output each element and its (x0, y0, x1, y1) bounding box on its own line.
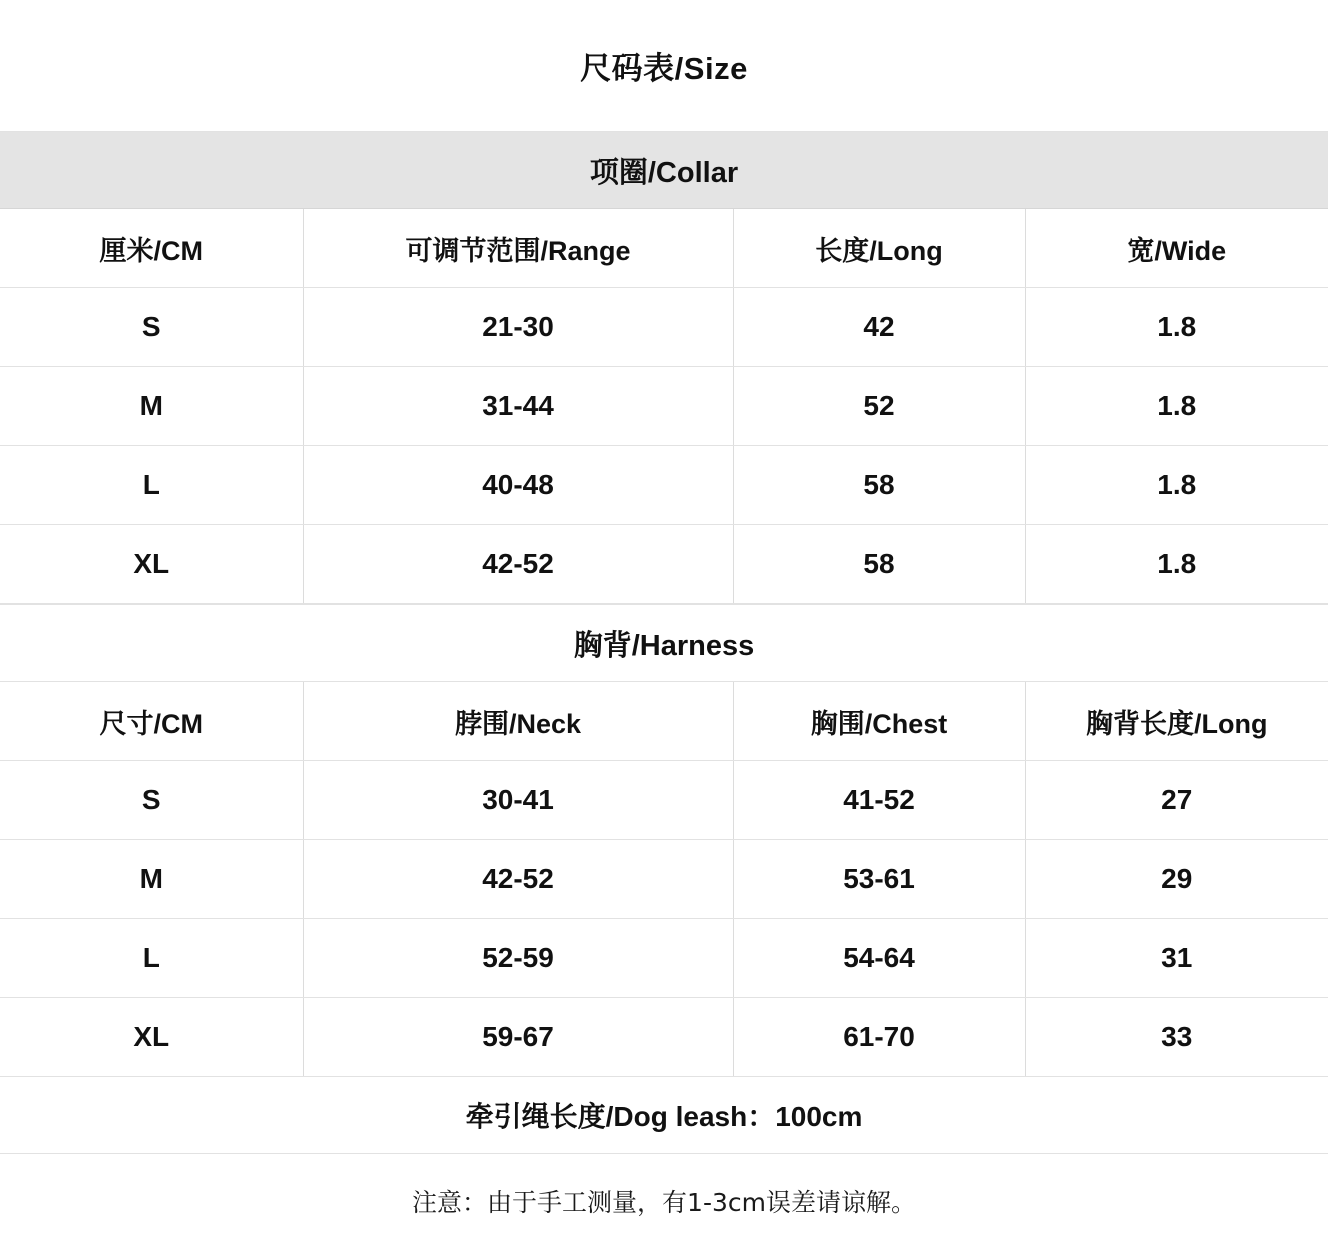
harness-row-s-size: S (0, 761, 303, 840)
section-title-harness: 胸背/Harness (573, 629, 755, 662)
harness-header-long: 胸背长度/Long (1025, 682, 1328, 761)
collar-header-wide: 宽/Wide (1025, 209, 1328, 288)
harness-row-m-long: 29 (1025, 840, 1328, 919)
collar-header-long: 长度/Long (733, 209, 1025, 288)
collar-row-xl-size: XL (0, 525, 303, 604)
harness-row-s-chest: 41-52 (733, 761, 1025, 840)
harness-row-l-size: L (0, 919, 303, 998)
harness-row-m-chest: 53-61 (733, 840, 1025, 919)
collar-row-m-long: 52 (733, 367, 1025, 446)
table-row (0, 446, 1328, 525)
collar-row-s-long: 42 (733, 288, 1025, 367)
section-title-collar: 项圈/Collar (589, 156, 739, 189)
harness-row-s-long: 27 (1025, 761, 1328, 840)
chart-title-row (0, 0, 1328, 132)
table-row (0, 367, 1328, 446)
table-row (0, 761, 1328, 840)
collar-row-xl-wide: 1.8 (1025, 525, 1328, 604)
collar-row-m-range: 31-44 (303, 367, 733, 446)
collar-row-m-wide: 1.8 (1025, 367, 1328, 446)
table-row (0, 840, 1328, 919)
table-row (0, 288, 1328, 367)
harness-table (0, 682, 1328, 1077)
collar-row-l-range: 40-48 (303, 446, 733, 525)
page-title: 尺码表/Size (580, 51, 748, 86)
measurement-note: 注意：由于手工测量，有1-3cm误差请谅解。 (412, 1188, 916, 1217)
harness-row-m-size: M (0, 840, 303, 919)
harness-row-xl-long: 33 (1025, 998, 1328, 1077)
harness-row-xl-neck: 59-67 (303, 998, 733, 1077)
collar-header-range: 可调节范围/Range (303, 209, 733, 288)
table-row (0, 998, 1328, 1077)
table-row (0, 525, 1328, 604)
harness-row-l-long: 31 (1025, 919, 1328, 998)
harness-row-xl-size: XL (0, 998, 303, 1077)
collar-row-l-wide: 1.8 (1025, 446, 1328, 525)
collar-row-s-range: 21-30 (303, 288, 733, 367)
collar-row-l-long: 58 (733, 446, 1025, 525)
harness-header-neck: 脖围/Neck (303, 682, 733, 761)
harness-header-cm: 尺寸/CM (0, 682, 303, 761)
collar-table (0, 209, 1328, 604)
leash-length-row (0, 1077, 1328, 1154)
collar-row-s-size: S (0, 288, 303, 367)
table-header-row (0, 209, 1328, 288)
harness-row-l-neck: 52-59 (303, 919, 733, 998)
harness-row-m-neck: 42-52 (303, 840, 733, 919)
section-band-collar (0, 132, 1328, 209)
harness-row-xl-chest: 61-70 (733, 998, 1025, 1077)
section-band-harness (0, 604, 1328, 682)
harness-header-chest: 胸围/Chest (733, 682, 1025, 761)
collar-header-cm: 厘米/CM (0, 209, 303, 288)
table-row (0, 919, 1328, 998)
note-row (0, 1154, 1328, 1248)
collar-row-l-size: L (0, 446, 303, 525)
table-header-row (0, 682, 1328, 761)
collar-row-m-size: M (0, 367, 303, 446)
collar-row-xl-range: 42-52 (303, 525, 733, 604)
collar-row-s-wide: 1.8 (1025, 288, 1328, 367)
harness-row-l-chest: 54-64 (733, 919, 1025, 998)
collar-row-xl-long: 58 (733, 525, 1025, 604)
leash-length-text: 牵引绳长度/Dog leash：100cm (465, 1101, 863, 1132)
harness-row-s-neck: 30-41 (303, 761, 733, 840)
